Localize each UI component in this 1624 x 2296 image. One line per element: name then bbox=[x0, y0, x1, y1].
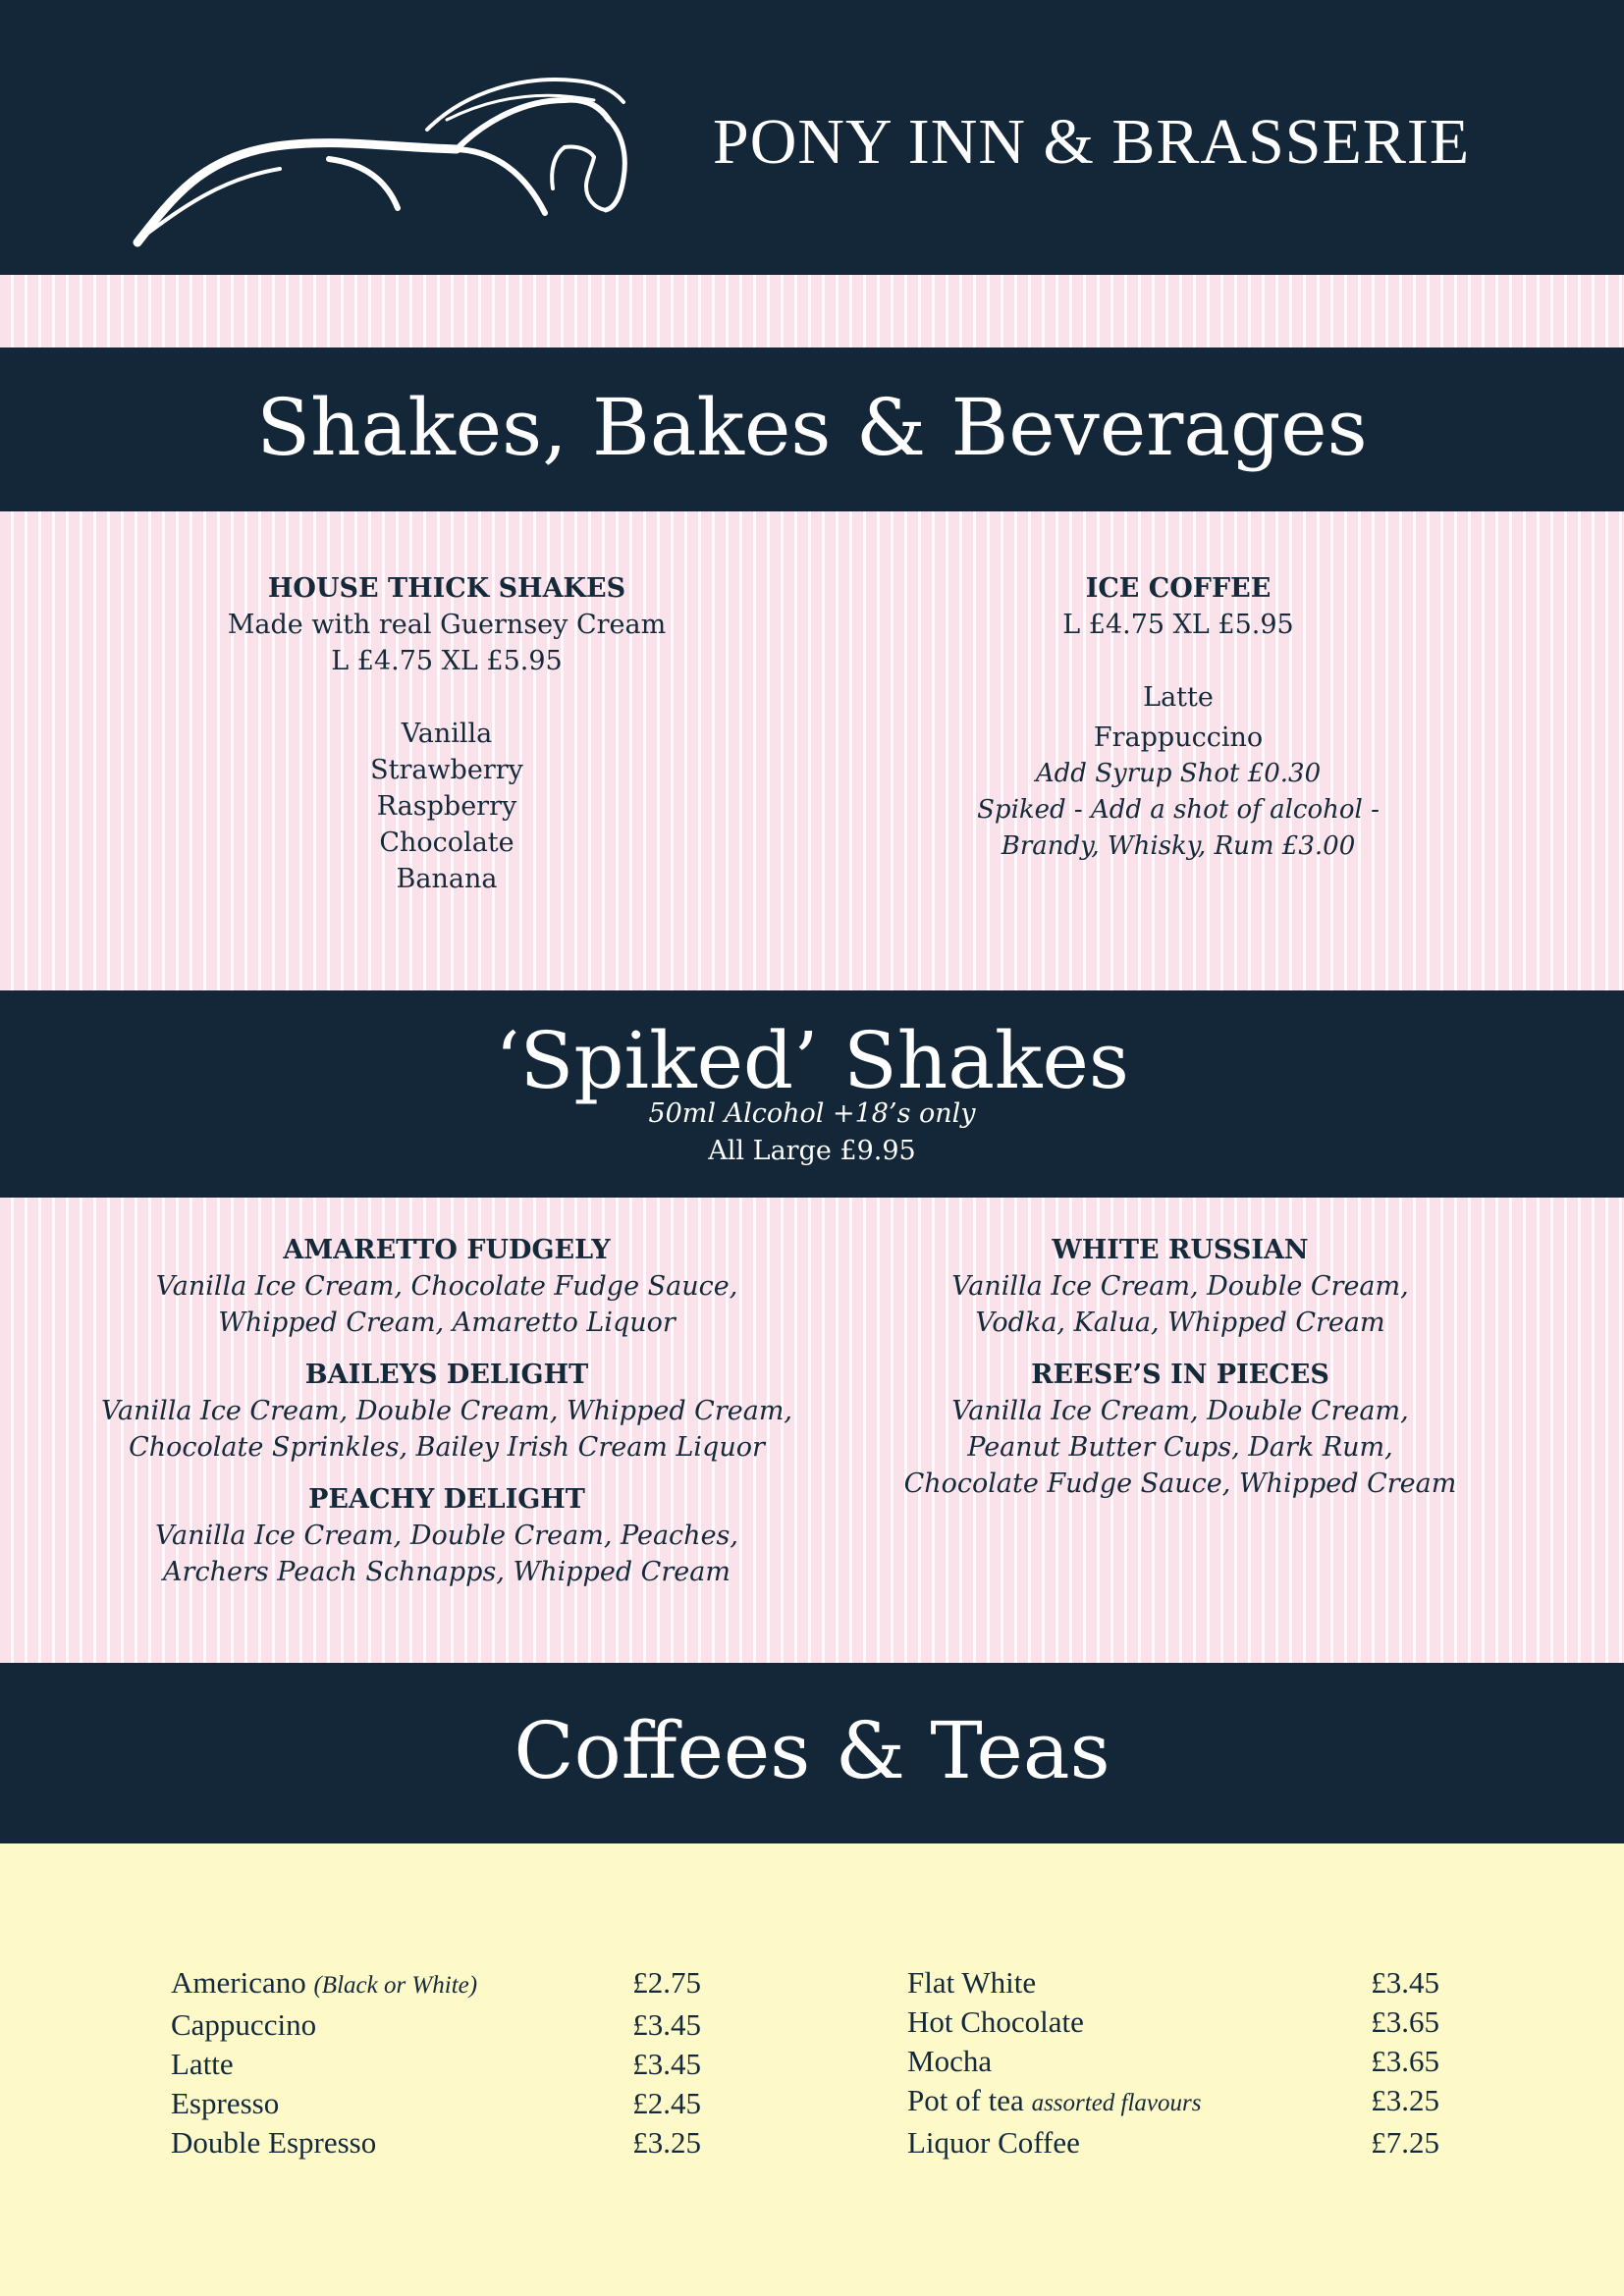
house-shakes-subtitle: Made with real Guernsey Cream bbox=[227, 610, 667, 640]
menu-row bbox=[171, 1963, 701, 2005]
menu-row bbox=[907, 2042, 1439, 2081]
item-price: £3.45 bbox=[1371, 1965, 1439, 2000]
item-name: Latte bbox=[171, 2047, 234, 2081]
house-shakes-heading: HOUSE THICK SHAKES bbox=[267, 573, 626, 604]
item-name: Liquor Coffee bbox=[907, 2125, 1080, 2160]
item-price: £3.65 bbox=[1371, 2004, 1439, 2039]
menu-row bbox=[907, 2002, 1439, 2042]
shake-ingredients: Vanilla Ice Cream, Double Cream, Whipped Cream, bbox=[100, 1396, 793, 1426]
item-price: £2.75 bbox=[632, 1965, 701, 2000]
ice-coffee-note: Spiked - Add a shot of alcohol - bbox=[977, 795, 1380, 825]
ice-coffee-prices: L £4.75 XL £5.95 bbox=[1062, 610, 1294, 640]
item-price: £3.25 bbox=[1371, 2083, 1439, 2117]
shake-name: REESE’S IN PIECES bbox=[1031, 1360, 1329, 1390]
item-name: Flat White bbox=[907, 1965, 1037, 2000]
menu-row bbox=[171, 2045, 701, 2084]
section-coffees-content bbox=[0, 1843, 1624, 2296]
ice-coffee-block bbox=[884, 570, 1473, 865]
horse-icon bbox=[133, 61, 643, 247]
item-name: Americano bbox=[171, 1965, 306, 2000]
section-band-shakes-bakes bbox=[0, 347, 1624, 511]
shake-ingredients: Archers Peach Schnapps, Whipped Cream bbox=[163, 1557, 731, 1587]
stripe-divider bbox=[0, 275, 1624, 347]
item-name: Cappuccino bbox=[171, 2007, 317, 2042]
section-band-coffees-teas bbox=[0, 1663, 1624, 1843]
item-price: £2.45 bbox=[632, 2086, 701, 2120]
item-price: £7.25 bbox=[1371, 2125, 1439, 2160]
menu-row bbox=[907, 2123, 1439, 2163]
section-title: ‘Spiked’ Shakes bbox=[495, 1015, 1129, 1106]
menu-row bbox=[907, 1963, 1439, 2002]
item-price: £3.65 bbox=[1371, 2044, 1439, 2078]
section-subtitle: 50ml Alcohol +18’s only bbox=[648, 1098, 976, 1129]
item-name: Espresso bbox=[171, 2086, 280, 2120]
shake-ingredients: Vanilla Ice Cream, Chocolate Fudge Sauce, bbox=[155, 1271, 738, 1302]
item-name: Double Espresso bbox=[171, 2125, 377, 2160]
house-shakes-block bbox=[152, 570, 741, 897]
shake-ingredients: Whipped Cream, Amaretto Liquor bbox=[218, 1308, 676, 1338]
shake-ingredients: Vanilla Ice Cream, Double Cream, Peaches, bbox=[155, 1521, 738, 1551]
brand-name: PONY INN & BRASSERIE bbox=[713, 106, 1471, 178]
item-price: £3.25 bbox=[632, 2125, 701, 2160]
menu-row bbox=[171, 2123, 701, 2163]
ice-coffee-item: Latte bbox=[1143, 682, 1214, 713]
header-band bbox=[0, 0, 1624, 275]
section-band-spiked-shakes bbox=[0, 990, 1624, 1198]
shake-ingredients: Chocolate Sprinkles, Bailey Irish Cream Liquor bbox=[129, 1432, 765, 1463]
item-price: £3.45 bbox=[632, 2047, 701, 2081]
ice-coffee-item: Frappuccino bbox=[1093, 722, 1264, 753]
coffee-list-left bbox=[171, 1963, 701, 2163]
menu-row bbox=[171, 2084, 701, 2123]
flavour-item: Banana bbox=[396, 864, 498, 894]
item-name: Mocha bbox=[907, 2044, 993, 2078]
shake-ingredients: Vanilla Ice Cream, Double Cream, bbox=[951, 1396, 1409, 1426]
shake-ingredients: Vodka, Kalua, Whipped Cream bbox=[975, 1308, 1385, 1338]
shake-ingredients: Vanilla Ice Cream, Double Cream, bbox=[951, 1271, 1409, 1302]
ice-coffee-heading: ICE COFFEE bbox=[1085, 573, 1272, 604]
spiked-right-column bbox=[837, 1232, 1524, 1502]
section-title: Shakes, Bakes & Beverages bbox=[256, 382, 1368, 473]
shake-name: PEACHY DELIGHT bbox=[308, 1484, 585, 1515]
house-shakes-prices: L £4.75 XL £5.95 bbox=[331, 646, 563, 676]
ice-coffee-note: Add Syrup Shot £0.30 bbox=[1035, 759, 1322, 788]
flavour-item: Raspberry bbox=[376, 791, 517, 822]
item-name: Pot of tea bbox=[907, 2083, 1024, 2117]
coffee-list-right bbox=[907, 1963, 1439, 2163]
menu-row bbox=[907, 2081, 1439, 2123]
section-shakes-content bbox=[0, 511, 1624, 990]
shake-name: BAILEYS DELIGHT bbox=[304, 1360, 589, 1390]
flavour-item: Strawberry bbox=[370, 755, 523, 785]
ice-coffee-note: Brandy, Whisky, Rum £3.00 bbox=[1001, 831, 1356, 861]
shake-ingredients: Chocolate Fudge Sauce, Whipped Cream bbox=[903, 1468, 1457, 1499]
flavour-item: Chocolate bbox=[379, 828, 514, 858]
spiked-left-column bbox=[54, 1232, 839, 1590]
item-note: (Black or White) bbox=[313, 1972, 478, 1999]
item-name: Hot Chocolate bbox=[907, 2004, 1084, 2039]
section-title: Coffees & Teas bbox=[514, 1705, 1110, 1796]
section-price-line: All Large £9.95 bbox=[708, 1136, 916, 1166]
flavour-item: Vanilla bbox=[401, 719, 493, 749]
shake-name: AMARETTO FUDGELY bbox=[283, 1235, 611, 1265]
item-note: assorted flavours bbox=[1031, 2090, 1202, 2116]
shake-ingredients: Peanut Butter Cups, Dark Rum, bbox=[967, 1432, 1393, 1463]
menu-row bbox=[171, 2005, 701, 2045]
shake-name: WHITE RUSSIAN bbox=[1052, 1235, 1309, 1265]
section-spiked-content bbox=[0, 1198, 1624, 1663]
item-price: £3.45 bbox=[632, 2007, 701, 2042]
